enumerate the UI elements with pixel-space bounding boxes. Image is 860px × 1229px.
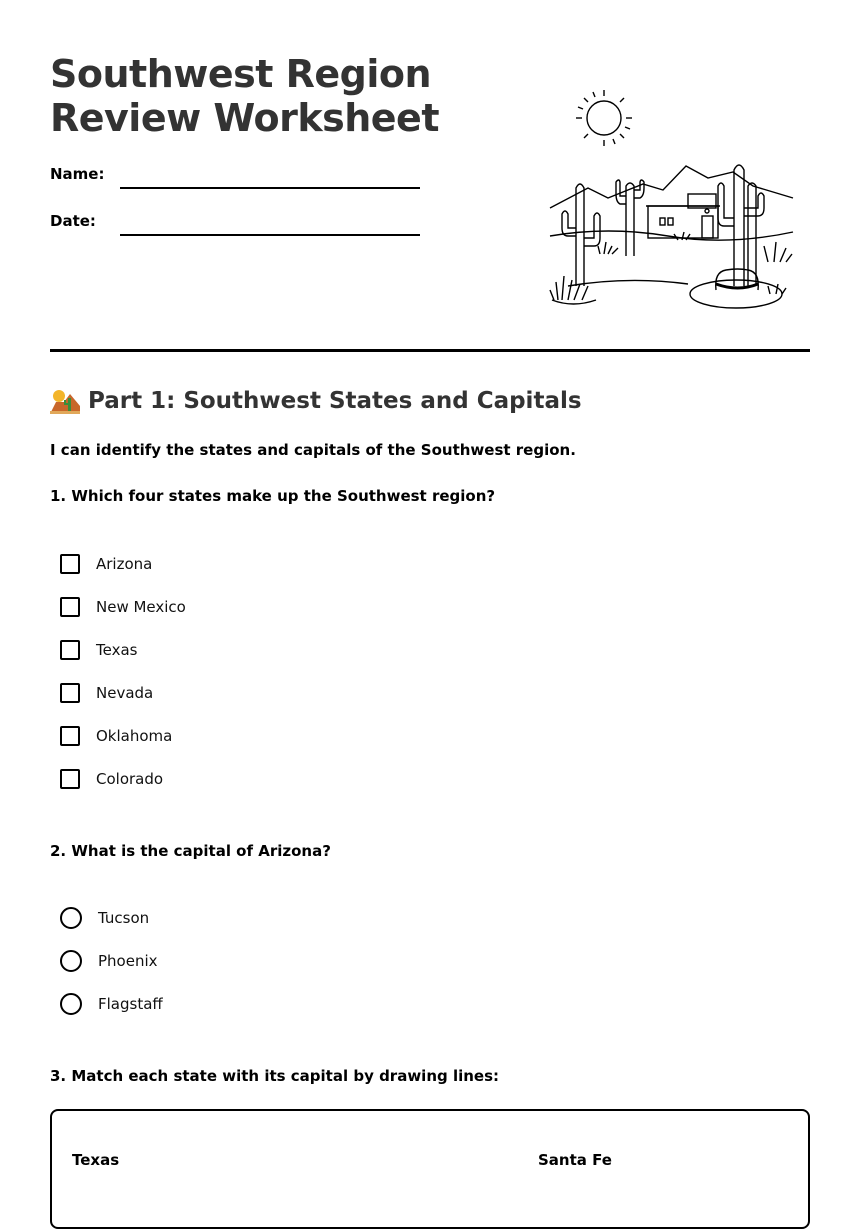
option-label: Flagstaff: [98, 995, 163, 1013]
checkbox[interactable]: [60, 683, 80, 703]
option-flagstaff[interactable]: [60, 992, 163, 1016]
checkbox[interactable]: [60, 640, 80, 660]
option-arizona[interactable]: [60, 552, 152, 576]
checkbox[interactable]: [60, 769, 80, 789]
option-new-mexico[interactable]: [60, 595, 186, 619]
option-label: New Mexico: [96, 598, 186, 616]
option-label: Nevada: [96, 684, 154, 702]
desert-scene-icon: [548, 86, 798, 316]
radio-button[interactable]: [60, 993, 82, 1015]
sun-icon: [576, 90, 632, 146]
radio-button[interactable]: [60, 950, 82, 972]
matching-box[interactable]: [50, 1109, 810, 1229]
option-label: Colorado: [96, 770, 164, 788]
match-capital-item[interactable]: Santa Fe: [538, 1151, 612, 1169]
date-label: Date:: [50, 212, 96, 230]
checkbox[interactable]: [60, 597, 80, 617]
checkbox[interactable]: [60, 554, 80, 574]
radio-button[interactable]: [60, 907, 82, 929]
name-label: Name:: [50, 165, 105, 183]
worksheet-title: [50, 52, 470, 140]
date-line: [120, 234, 420, 236]
section-divider: [50, 349, 810, 352]
question-3: 3. Match each state with its capital by drawing lines:: [50, 1067, 500, 1085]
question-2: 2. What is the capital of Arizona?: [50, 842, 331, 860]
saguaro-cactus-icon: [718, 165, 764, 286]
option-nevada[interactable]: [60, 681, 153, 705]
option-label: Oklahoma: [96, 727, 173, 745]
option-label: Phoenix: [98, 952, 158, 970]
part1-heading: [50, 388, 582, 414]
adobe-house-icon: [646, 194, 720, 238]
option-colorado[interactable]: [60, 767, 163, 791]
learning-objective: I can identify the states and capitals of the Southwest region.: [50, 441, 576, 459]
question-1: 1. Which four states make up the Southwest region?: [50, 487, 496, 505]
name-line: [120, 187, 420, 189]
checkbox[interactable]: [60, 726, 80, 746]
part1-heading-text: Part 1: Southwest States and Capitals: [88, 388, 582, 414]
option-label: Texas: [96, 641, 138, 659]
match-state-item[interactable]: Texas: [72, 1151, 120, 1169]
option-texas[interactable]: [60, 638, 137, 662]
title-line-2: Review Worksheet: [50, 96, 439, 140]
option-phoenix[interactable]: [60, 949, 158, 973]
option-oklahoma[interactable]: [60, 724, 172, 748]
option-label: Arizona: [96, 555, 153, 573]
option-tucson[interactable]: [60, 906, 149, 930]
desert-icon: [50, 388, 80, 414]
option-label: Tucson: [98, 909, 150, 927]
title-line-1: Southwest Region: [50, 52, 432, 96]
worksheet-page: [50, 0, 810, 1161]
